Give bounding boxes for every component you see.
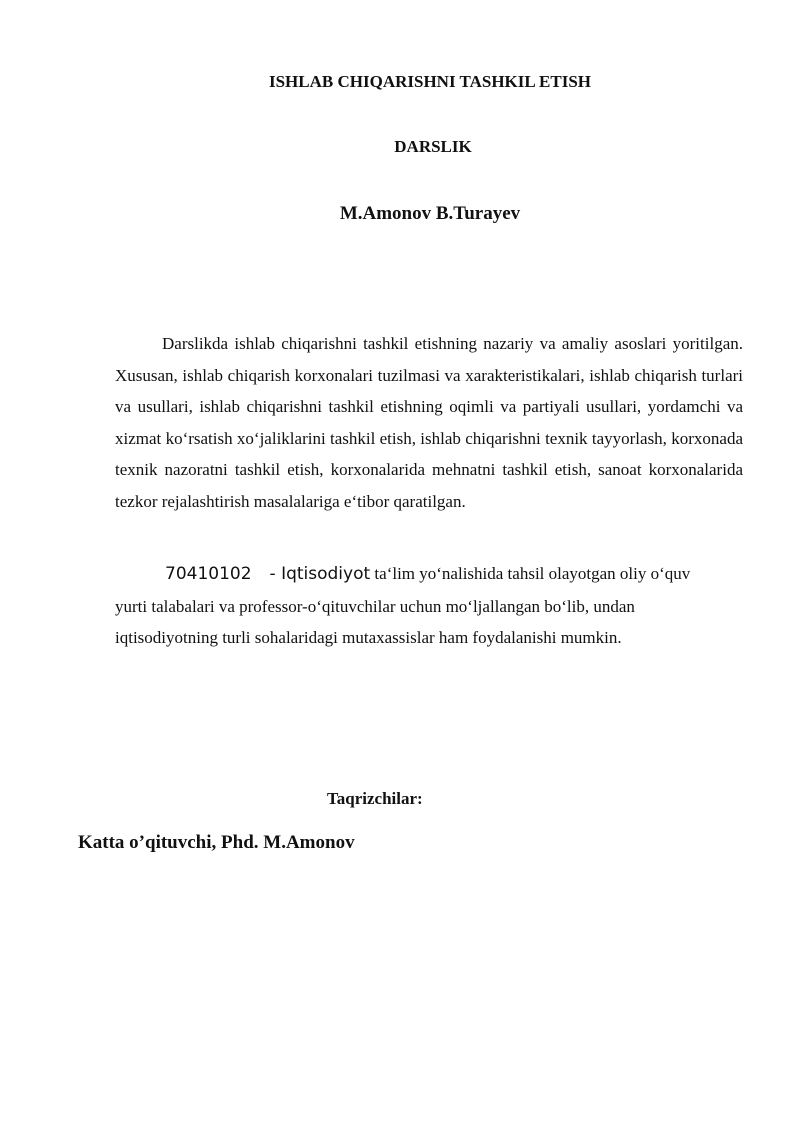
- document-title: ISHLAB CHIQARISHNI TASHKIL ETISH: [268, 72, 591, 91]
- reviewers-heading: Taqrizchilar:: [327, 789, 423, 808]
- purpose-paragraph: [115, 558, 743, 654]
- program-field: - Iqtisodiyot: [269, 564, 371, 584]
- purpose-line2-text: yurti talabalari va professor-o‘qituvchilar uchun mo‘ljallangan bo‘lib, undan: [115, 596, 635, 616]
- abstract-paragraph: Darslikda ishlab chiqarishni tashkil etishning nazariy va amaliy asoslari yoritilgan. Xususan, ishlab chiqarish korxonalari tuzilmasi va xarakteristikalari, ishlab chiqarish turlari va usullari, ishlab chiqarishni tashkil etishning oqimli va partiyali usullari, yordamchi va xizmat ko‘rsatish xo‘jaliklarini tashkil etish, ishlab chiqarishni texnik tayyorlash, korxonada texnik nazoratni tashkil etish, korxonalarida mehnatni tashkil etish, sanoat korxonalarida tezkor rejalashtirish masalalariga e‘tibor qaratilgan.: [115, 334, 743, 511]
- purpose-line3-text: iqtisodiyotning turli sohalaridagi mutaxassislar ham foydalanishi mumkin.: [115, 628, 622, 647]
- program-code: 70410102: [165, 564, 252, 584]
- purpose-line1-text: ta‘lim yo‘nalishida tahsil olayotgan oliy o‘quv: [370, 564, 691, 583]
- document-subtitle: DARSLIK: [394, 137, 472, 156]
- reviewer-name: Katta o’qituvchi, Phd. M.Amonov: [78, 832, 355, 853]
- document-authors: M.Amonov B.Turayev: [339, 203, 521, 224]
